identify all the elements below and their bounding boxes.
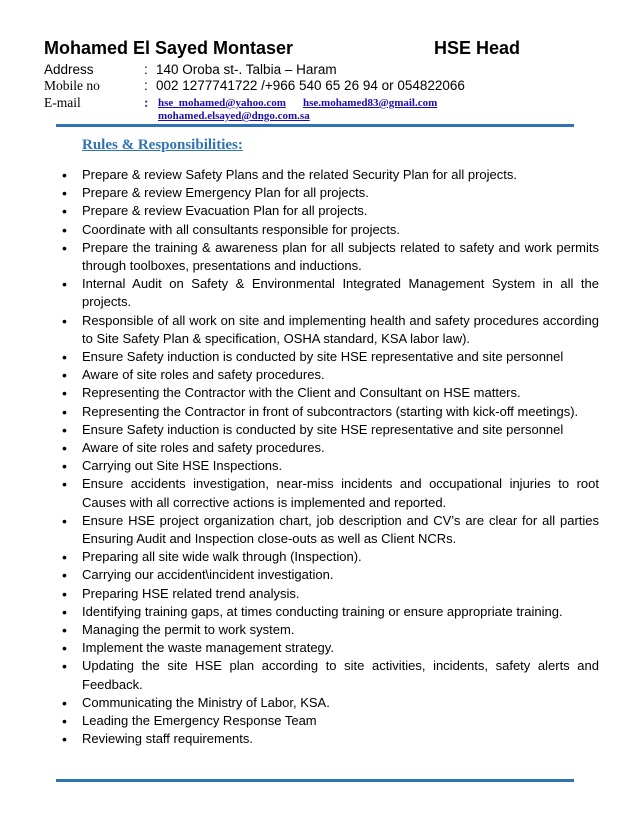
mobile-colon: : bbox=[144, 78, 148, 93]
divider-top bbox=[56, 124, 574, 127]
list-item: • Prepare & review Safety Plans and the related Security Plan for all projects. bbox=[0, 166, 599, 184]
email-label: E-mail bbox=[44, 95, 81, 110]
address-value: 140 Oroba st-. Talbia – Haram bbox=[156, 62, 337, 77]
email-link-gmail[interactable]: hse.mohamed83@gmail.com bbox=[303, 97, 438, 109]
list-item: • Ensure HSE project organization chart, job description and CV’s are clear for all parties Ensuring Audit and Inspection close-outs as well as Client NCRs. bbox=[0, 512, 599, 548]
list-item: • Leading the Emergency Response Team bbox=[0, 712, 599, 730]
list-item: • Responsible of all work on site and implementing health and safety procedures according to Site Safety Plan & specification, OSHA standard, KSA labor law). bbox=[0, 312, 599, 348]
email-colon: : bbox=[144, 95, 149, 110]
list-item: • Updating the site HSE plan according to site activities, incidents, safety alerts and Feedback. bbox=[0, 657, 599, 693]
mobile-value: 002 1277741722 /+966 540 65 26 94 or 054822066 bbox=[156, 78, 465, 93]
list-item: • Managing the permit to work system. bbox=[0, 621, 599, 639]
list-item: • Implement the waste management strategy. bbox=[0, 639, 599, 657]
list-item: • Prepare & review Evacuation Plan for all projects. bbox=[0, 202, 599, 220]
list-item: • Coordinate with all consultants responsible for projects. bbox=[0, 221, 599, 239]
list-item: • Internal Audit on Safety & Environmental Integrated Management System in all the projects. bbox=[0, 275, 599, 311]
email-link-yahoo[interactable]: hse_mohamed@yahoo.com bbox=[158, 97, 286, 109]
list-item: • Ensure Safety induction is conducted by site HSE representative and site personnel bbox=[0, 348, 599, 366]
list-item: • Aware of site roles and safety procedures. bbox=[0, 366, 599, 384]
section-title: Rules & Responsibilities: bbox=[82, 137, 243, 153]
list-item: • Identifying training gaps, at times conducting training or ensure appropriate training. bbox=[0, 603, 599, 621]
list-item: • Aware of site roles and safety procedures. bbox=[0, 439, 599, 457]
responsibilities-list bbox=[0, 166, 638, 749]
list-item: • Communicating the Ministry of Labor, KSA. bbox=[0, 694, 599, 712]
divider-bottom bbox=[56, 779, 574, 782]
address-label: Address bbox=[44, 62, 94, 77]
list-item: • Representing the Contractor with the Client and Consultant on HSE matters. bbox=[0, 384, 599, 402]
job-title: HSE Head bbox=[434, 38, 521, 58]
list-item: • Preparing HSE related trend analysis. bbox=[0, 585, 599, 603]
address-colon: : bbox=[144, 62, 148, 77]
list-item: • Representing the Contractor in front of subcontractors (starting with kick-off meetings). bbox=[0, 403, 599, 421]
list-item: • Prepare the training & awareness plan for all subjects related to safety and work permits through toolboxes, presentations and inductions. bbox=[0, 239, 599, 275]
list-item: • Carrying our accident\incident investigation. bbox=[0, 566, 599, 584]
email-link-work[interactable]: mohamed.elsayed@dngo.com.sa bbox=[158, 110, 310, 122]
list-item: • Preparing all site wide walk through (Inspection). bbox=[0, 548, 599, 566]
list-item: • Carrying out Site HSE Inspections. bbox=[0, 457, 599, 475]
list-item: • Ensure accidents investigation, near-miss incidents and occupational injuries to root Causes with all corrective actions is implemented and reported. bbox=[0, 475, 599, 511]
list-item: • Ensure Safety induction is conducted by site HSE representative and site personnel bbox=[0, 421, 599, 439]
list-item: • Reviewing staff requirements. bbox=[0, 730, 599, 748]
list-item: • Prepare & review Emergency Plan for all projects. bbox=[0, 184, 599, 202]
mobile-label: Mobile no bbox=[44, 78, 100, 93]
candidate-name: Mohamed El Sayed Montaser bbox=[44, 38, 294, 58]
